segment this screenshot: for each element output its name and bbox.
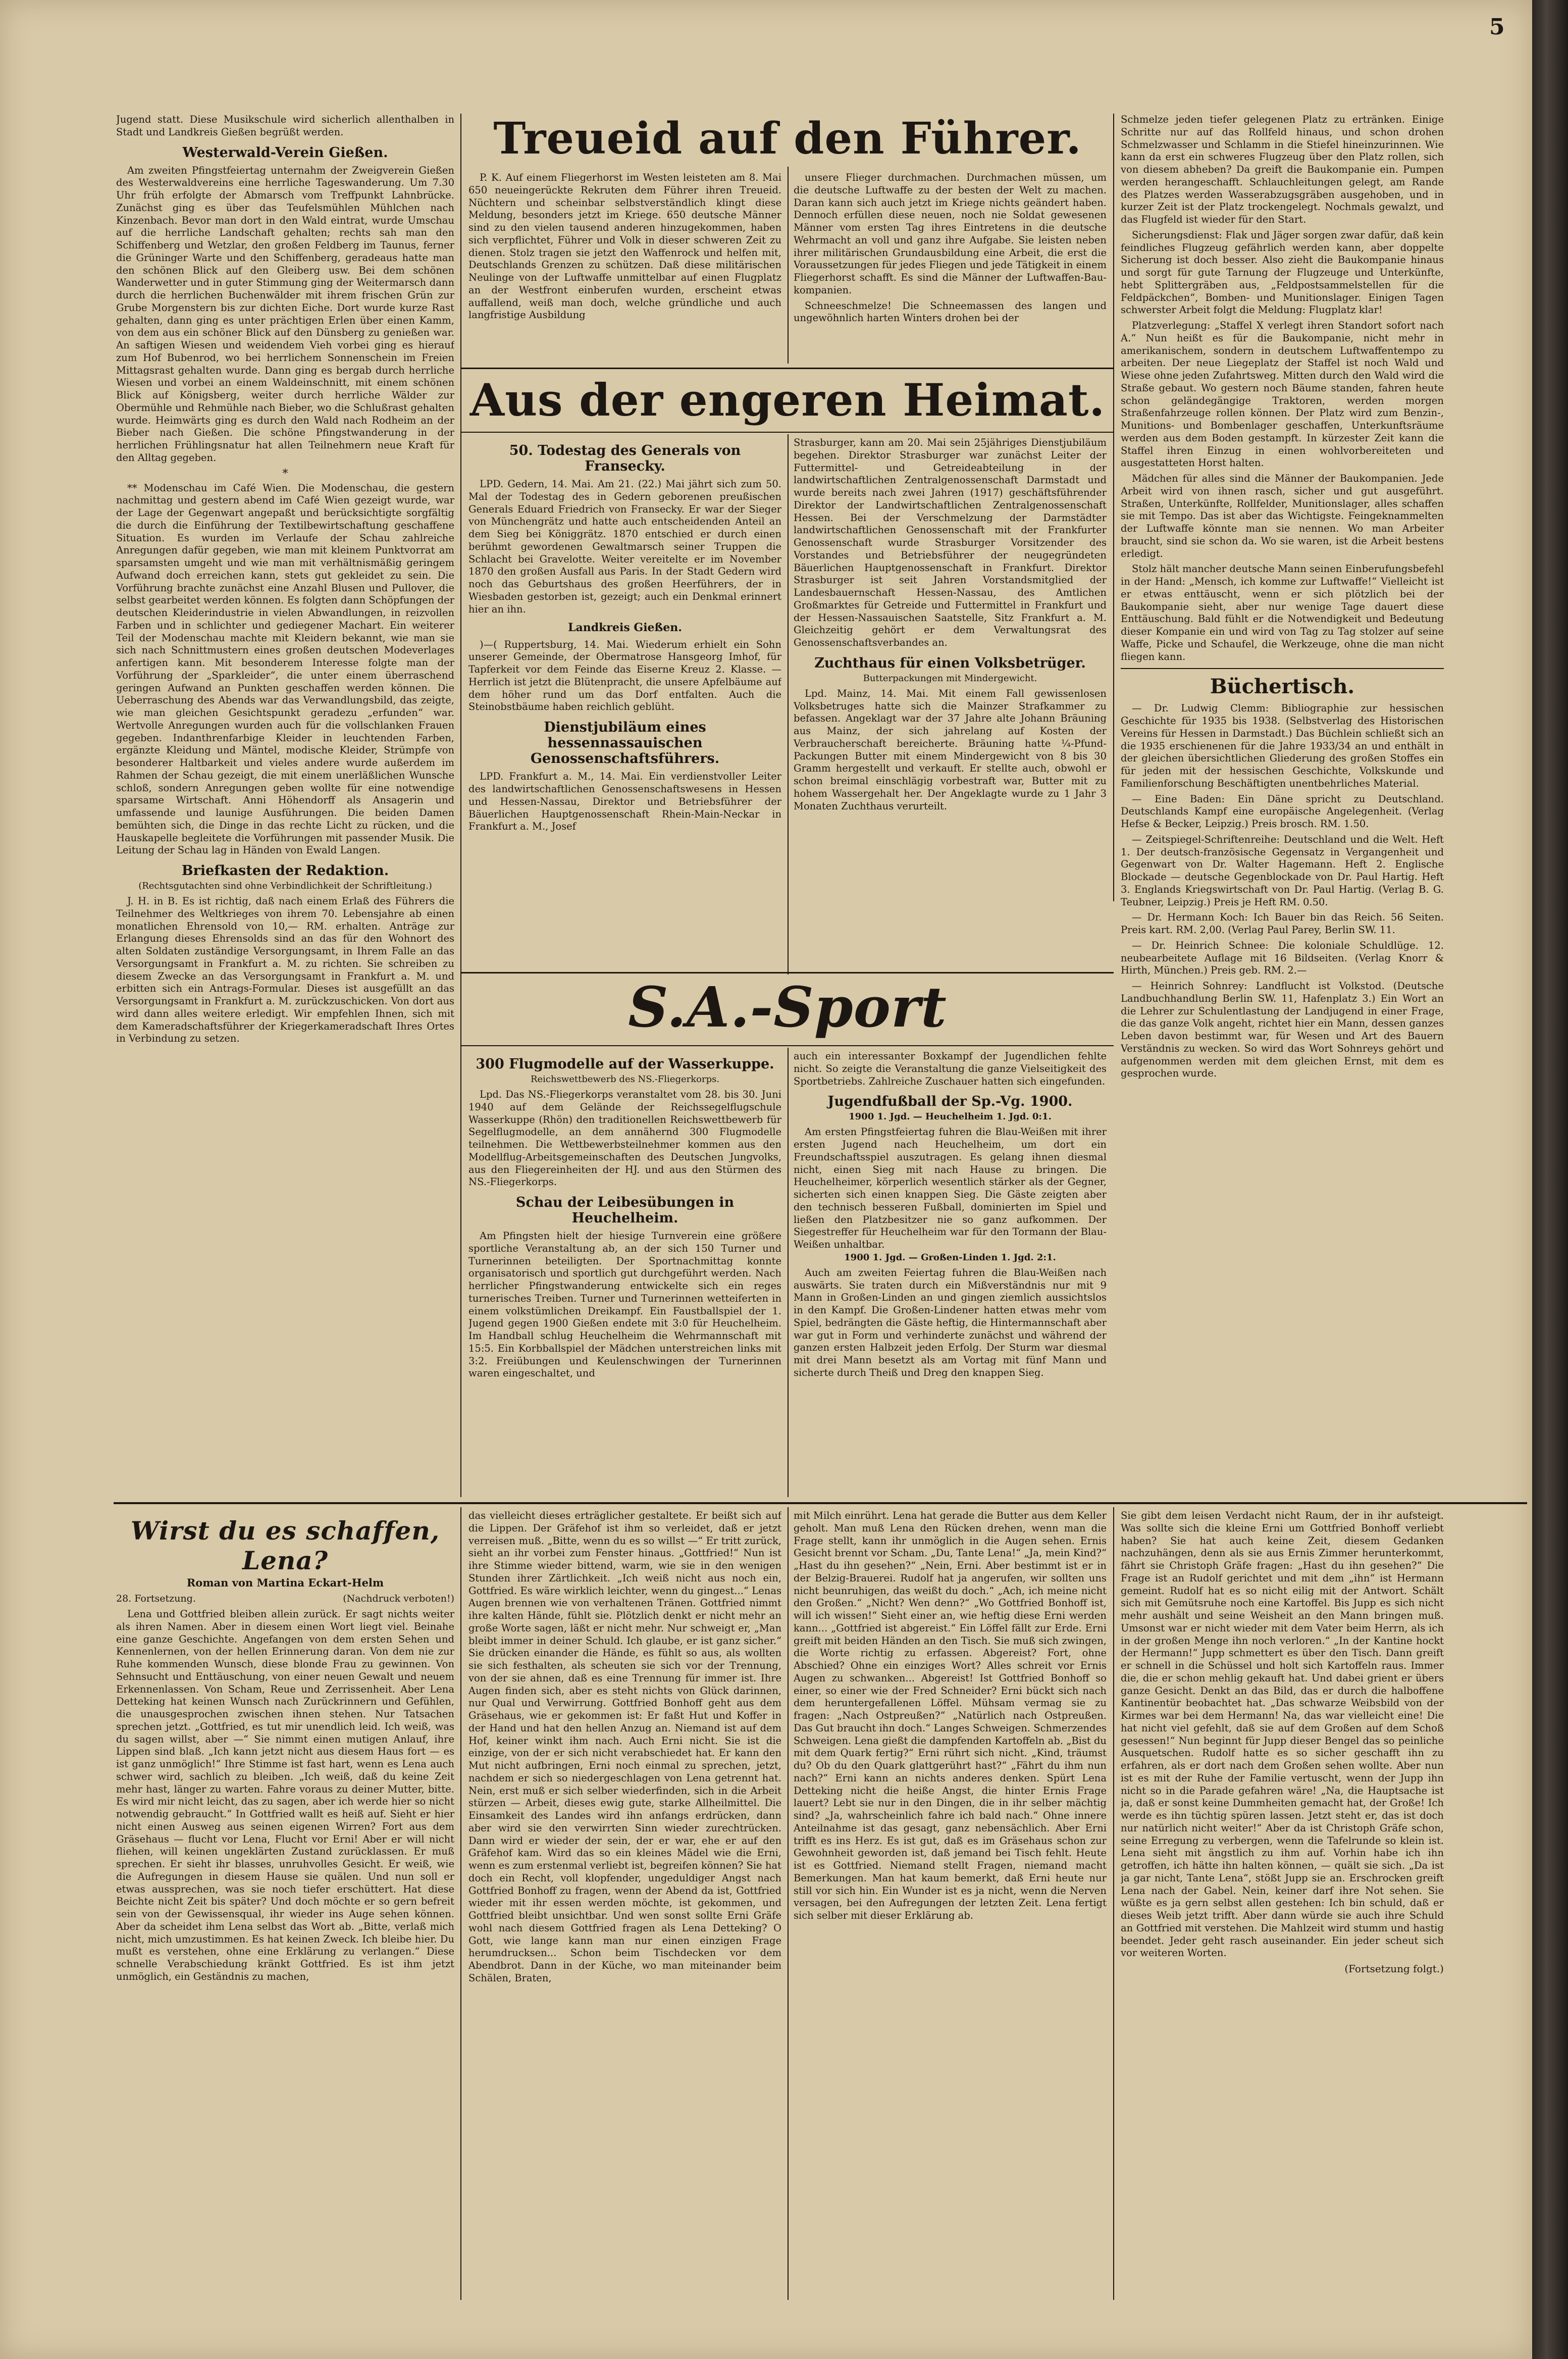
grossen-linden-text: Auch am zweiten Feiertag fuhren die Blau-Weißen nach auswärts. Sie traten durch ein Mißverständnis nur mit 9 Mann in Großen-Linden an und gingen ziemlich aussichtslos in den Kampf. Die Großen-Lindener hatten etwas mehr vom Spiel, bedrängten die Gäste heftig, die Hintermannschaft aber war gut in Form und verhinderte zunächst und während der ganzen ersten Halbzeit jeden Erfolg. Der Sturm war diesmal mit drei Mann besetzt als am Vortag mit fünf Mann und sicherte durch Theiß und Dreg den knappen Sieg. <box>794 1266 1107 1378</box>
boxkampf-text: auch ein interessanter Boxkampf der Jugendlichen fehlte nicht. So zeigte die Veranstaltung die ganze Vielseitigkeit des Sportbetriebs. Zahlreiche Zuschauer hatten sich eingefunden. <box>794 1050 1107 1087</box>
zuchthaus-heading: Zuchthaus für einen Volksbetrüger. <box>814 655 1086 671</box>
heimat-column-2 <box>794 437 1107 967</box>
intro-text: Jugend statt. Diese Musikschule wird sicherlich allenthalben in Stadt und Landkreis Gießen begrüßt werden. <box>116 114 454 138</box>
leibesuebungen-heading: Schau der Leibesübungen in Heuchelheim. <box>515 1195 735 1226</box>
westerwald-heading: Westerwald-Verein Gießen. <box>182 144 388 161</box>
flugmodelle-text: Lpd. Das NS.-Fliegerkorps veranstaltet vom 28. bis 30. Juni 1940 auf dem Gelände der Reichssegelflugschule Wasserkuppe (Rhön) den traditionellen Reichswettbewerb für Segelflugmodelle, an dem annähernd 300 Flugmodelle teilnehmen. Die Wettbewerbsteilnehmer kommen aus den Modellflug-Arbeitsgemeinschaften des Deutschen Jungvolks, aus den Fliegereinheiten der HJ. und aus den Stürmen des NS.-Fliegerkorps. <box>468 1089 781 1188</box>
treueid-text-2: unsere Flieger durchmachen. Durchmachen müssen, um die deutsche Luftwaffe zu der besten der Welt zu machen. Daran kann sich auch jetzt im Kriege nichts geändert haben. Dennoch erfüllen diese neuen, noch nie Soldat gewesenen Männer vom ersten Tag ihres Eintretens in die deutsche Wehrmacht an voll und ganz ihre Aufgabe. Sie leisten neben ihrer militärischen Grundausbildung eine Arbeit, die erst die Voraussetzungen für jedes Fliegen und jede Tätigkeit in einem Fliegerhorst schafft. Es sind die Männer der Luftwaffen-Bau-kompanien. <box>794 172 1107 296</box>
sport-top-rule <box>461 972 1114 973</box>
schmelze-text: Schmelze jeden tiefer gelegenen Platz zu ertränken. Einige Schritte nur auf das Rollfeld hinaus, und schon drohen Schmelzwasser und Schlamm in die Stiefel hineinzurinnen. Wie kann da erst ein schweres Flugzeug über den Platz rollen, sich von diesem abheben? Da greift die Baukompanie ein. Pumpen werden herangeschafft. Schlauchleitungen gelegt, am Rande des Platzes werden Wasserabzugsgräben ausgehoben, und in kurzer Zeit ist der Platz trockengelegt. Nochmals gewalzt, und das Flugfeld ist wieder für den Start. <box>1121 114 1444 225</box>
column-5 <box>1121 114 1444 1492</box>
jubilaeum-heading: Dienstjubiläum eines hessennassauischen Genossenschaftsführers. <box>530 720 720 767</box>
book-sohnrey: — Heinrich Sohnrey: Landflucht ist Volkstod. (Deutsche Landbuchhandlung Berlin SW. 11, Hafenplatz 3.) Ein Wort an die Lehrer zur Schulentlastung der Landjugend in einer Frage, die das ganze Volk angeht, richtet hier ein Mann, dessen ganzes Leben davon bestimmt war, für Wesen und Art des Bauern Verständnis zu wecken. So wird das Wort Sohnreys gehört und aufgenommen werden mit dem gleichen Ernst, mit dem es gesprochen wurde. <box>1121 980 1444 1080</box>
novel-column-4 <box>1121 1510 1444 2297</box>
novel-column-3 <box>794 1510 1107 2297</box>
heimat-banner-rule <box>461 432 1114 433</box>
jubilaeum-text: LPD. Frankfurt a. M., 14. Mai. Ein verdienstvoller Leiter des landwirtschaftlichen Genossenschaftswesens in Hessen und Hessen-Nassau, Direktor und Betriebsführer der Bäuerlichen Hauptgenossenschaft Rhein-Main-Neckar in Frankfurt a. M., Josef <box>468 771 781 833</box>
maedchen-text: Mädchen für alles sind die Männer der Baukompanien. Jede Arbeit wird von ihnen rasch, sicher und gut ausgeführt. Straßen, Unterkünfte, Rollfelder, Munitionslager, alles schaffen sie mit Tempo. Das ist aber das Wichtigste. Feingeknammelten der Luftwaffe könnte man sie nennen. Wo man Arbeiter braucht, sind sie schon da. Wo sie waren, ist die Arbeit bestens erledigt. <box>1121 473 1444 559</box>
jugendfussball-heading: Jugendfußball der Sp.-Vg. 1900. <box>827 1094 1073 1110</box>
buechertisch-heading: Büchertisch. <box>1210 675 1355 699</box>
novel-title: Wirst du es schaffen, Lena? <box>130 1516 440 1575</box>
result-2: 1900 1. Jgd. — Großen-Linden 1. Jgd. 2:1. <box>844 1252 1056 1263</box>
novel-rule-3 <box>1113 1507 1114 2300</box>
treueid-column-2 <box>794 172 1107 364</box>
book-zeitspiegel: — Zeitspiegel-Schriftenreihe: Deutschland und die Welt. Heft 1. Der deutsch-französische Gegensatz in Vergangenheit und Gegenwart von Dr. Walter Hagemann. Heft 2. Englische Blockade — deutsche Gegenblockade von Dr. Paul Hartig. Heft 3. Englands Kriegswirtschaft von Dr. Paul Hartig. (Verlag B. G. Teubner, Leipzig.) Preis je Heft RM. 0.50. <box>1121 833 1444 908</box>
sport-column-2 <box>794 1050 1107 1495</box>
novel-subtitle: Roman von Martina Eckart-Helm <box>186 1576 384 1589</box>
briefkasten-subheading: (Rechtsgutachten sind ohne Verbindlichkeit der Schriftleitung.) <box>138 881 432 892</box>
book-schnee: — Dr. Heinrich Schnee: Die koloniale Schuldlüge. 12. neubearbeitete Auflage mit 16 Bildseiten. (Verlag Knorr & Hirth, München.) Preis geb. RM. 2.— <box>1121 939 1444 977</box>
platzverlegung-text: Platzverlegung: „Staffel X verlegt ihren Standort sofort nach A.“ Nun heißt es für die Baukompanie, nicht mehr in amerikanischem, sondern in deutschem Luftwaffentempo zu arbeiten. Der neue Liegeplatz der Staffel ist noch Wald und Wiese ohne jeden Zufahrtsweg. Mitten durch den Wald wird die Straße gebaut. Wo gestern noch Bäume standen, fahren heute schon geländegängige Traktoren, werden morgen Straßenfahrzeuge rollen können. Der Platz wird zum Benzin-, Munitions- und Bombenlager geschaffen, Unterkunftsräume werden aus dem Boden gestampft. In kürzester Zeit kann die Staffel ihren Einzug in einen wohlvorbereiteten und ausgestatteten Horst halten. <box>1121 320 1444 469</box>
result-1: 1900 1. Jgd. — Heuchelheim 1. Jgd. 0:1. <box>849 1111 1052 1122</box>
novel-rule-2 <box>788 1507 789 2300</box>
column-rule-1 <box>460 114 461 1497</box>
book-baden: — Eine Baden: Ein Däne spricht zu Deutschland. Deutschlands Kampf eine europäische Angelegenheit. (Verlag Hefse & Becker, Leipzig.) Preis brosch. RM. 1.50. <box>1121 793 1444 830</box>
novel-continued: (Fortsetzung folgt.) <box>1344 1963 1444 1975</box>
novel-top-rule <box>114 1502 1527 1504</box>
buechertisch-rule <box>1121 668 1444 669</box>
heimat-banner: Aus der engeren Heimat. <box>469 374 1106 426</box>
landkreis-heading: Landkreis Gießen. <box>568 621 682 635</box>
heuchelheim-text: Am ersten Pfingstfeiertag fuhren die Blau-Weißen mit ihrer ersten Jugend nach Heuchelheim, um dort ein Freundschaftsspiel auszutragen. Es gelang ihnen diesmal nicht, einen Sieg mit nach Hause zu bringen. Die Heuchelheimer, körperlich wesentlich stärker als der Gegner, sicherten sich einen knappen Sieg. Die Gäste zeigten aber den technisch besseren Fußball, dominierten im Spiel und ließen den Platzbesitzer nie so ganz aufkommen. Der Siegestreffer für Heuchelheim war für den Tormann der Blau-Weißen unhaltbar. <box>794 1126 1107 1251</box>
treueid-text-1: P. K. Auf einem Fliegerhorst im Westen leisteten am 8. Mai 650 neueingerückte Rekruten dem Führer ihren Treueid. Nüchtern und scheinbar selbstverständlich klingt diese Meldung, besonders jetzt im Kriege. 650 deutsche Männer sind zu den vielen tausend anderen hinzugekommen, haben sich verpflichtet, Führer und Volk in dieser schweren Zeit zu dienen. Stolz tragen sie jetzt den Waffenrock und helfen mit, Deutschlands Grenzen zu schützen. Daß diese militärischen Neulinge von der Luftwaffe unmittelbar auf einen Flugplatz an der Westfront einberufen wurden, erscheint etwas auffallend, weiß man doch, welche gründliche und auch langfristige Ausbildung <box>468 172 781 321</box>
novel-text-3: mit Milch einrührt. Lena hat gerade die Butter aus dem Keller geholt. Man muß Lena den Rücken drehen, wenn man die Frage stellt, kann ihr unmöglich in die Augen sehen. Ernis Gesicht brennt vor Scham. „Du, Tante Lena!“ „Ja, mein Kind?“ „Hast du ihn gesehen?“ „Nein, Erni. Aber bestimmt ist er in der Belzig-Brauerei. Rudolf hat ja angerufen, wir sollten uns nicht beunruhigen, das weißt du doch.“ „Ach, ich meine nicht den Großen.“ „Nicht? Wen denn?“ „Wo Gottfried Bonhoff ist, will ich wissen!“ Sieht einer an, wie heftig diese Erni werden kann... „Gottfried ist abgereist.“ Ein Löffel fällt zur Erde. Erni greift mit beiden Händen an den Tisch. Sie muß sich zwingen, die Worte richtig zu erfassen. Abgereist? Fort, ohne Abschied? Ohne ein einziges Wort? Alles schreit vor Ernis Augen zu schwanken... Abgereist! Ist Gottfried Bonhoff so einer, so einer wie der Fred Schneider? Erni bückt sich nach dem heruntergefallenen Löffel. Mühsam vermag sie zu fragen: „Nach Ostpreußen?“ „Natürlich nach Ostpreußen. Das Gut braucht ihn doch.“ Langes Schweigen. Schmerzendes Schweigen. Lena gießt die dampfenden Kartoffeln ab. „Bist du mit dem Quark fertig?“ Erni rührt sich nicht. „Kind, träumst du? Ob du den Quark glattgerührt hast?“ „Fährt du ihm nun nach?“ Erni kann an nichts anderes denken. Spürt Lena Detteking nicht die heiße Angst, die hinter Ernis Frage lauert? Lebt sie nur in den Dingen, die in ihr selber mächtig sind? „Ja, wahrscheinlich fahre ich bald nach.“ Ohne innere Anteilnahme ist das gesagt, ganz nebensächlich. Aber Erni trifft es ins Herz. Es ist gut, daß es im Gräsehaus schon zur Gewohnheit geworden ist, daß jemand bei Tisch fehlt. Heute ist es Gottfried. Niemand stellt Fragen, niemand macht Bemerkungen. Man hat kaum bemerkt, daß Erni heute nur still vor sich hin. Ein Wunder ist es ja nicht, wenn die Nerven versagen, bei den Aufregungen der letzten Zeit. Lena fertigt sich selber mit dieser Erklärung ab. <box>794 1510 1107 1921</box>
zuchthaus-text: Lpd. Mainz, 14. Mai. Mit einem Fall gewissenlosen Volksbetruges hatte sich die Mainzer Strafkammer zu befassen. Angeklagt war der 37 Jahre alte Johann Bräuning aus Mainz, der sich jahrelang auf Kosten der Verbraucherschaft bereicherte. Bräuning hatte ¼-Pfund-Packungen Butter mit einem Mindergewicht von 8 bis 30 Gramm hergestellt und verkauft. Er stellte auch, obwohl er schon breimal einschlägig vorbestraft war, Butter mit zu hohem Wassergehalt her. Der Angeklagte wurde zu 1 Jahr 3 Monaten Zuchthaus verurteilt. <box>794 687 1107 812</box>
heimat-top-rule <box>461 368 1114 369</box>
column-1 <box>116 114 454 1492</box>
treueid-banner: Treueid auf den Führer. <box>493 113 1082 164</box>
column-rule-2 <box>788 167 789 364</box>
novel-column-1 <box>116 1510 454 2297</box>
westerwald-text: Am zweiten Pfingstfeiertag unternahm der Zweigverein Gießen des Westerwaldvereins eine herrliche Tageswanderung. Um 7.30 Uhr früh erfolgte der Abmarsch vom Treffpunkt Lahnbrücke. Zunächst ging es über das Teufelsmühlen Mühlchen nach Kinzenbach. Bevor man dort in den Wald eintrat, wurde Umschau auf die herrliche Landschaft gehalten; rechts sah man den Schiffenberg und Wetzlar, den großen Feldberg im Taunus, ferner die Grüninger Warte und den Schiffenberg, geradeaus hatte man den schönen Blick auf den Gleiberg usw. Bei dem schönen Wanderwetter und in guter Stimmung ging der Weitermarsch dann durch die herrlichen Buchenwälder mit ihrem frischen Grün zur Grube Morgenstern bis zur dichten Eiche. Dort wurde kurze Rast gehalten, dann ging es unter prächtigen Erlen über einen Kamm, von dem aus ein schöner Blick auf den Dünsberg zu genießen war. An saftigen Wiesen und weidendem Vieh vorbei ging es hierauf zum Hof Bubenrod, wo bei herrlichem Sonnenschein im Freien Mittagsrast gehalten wurde. Dann ging es bergab durch herrliche Wiesen und vorbei an einem Waldeinschnitt, mit einem schönen Blick auf Königsberg, weiter durch herrliche Wälder zur Obermühle und Rehmühle nach Bieber, wo die Schlußrast gehalten wurde. Heimwärts ging es durch den Wald nach Rodheim an der Bieber nach Gießen. Die schöne Pfingstwanderung in der herrlichen Frühlingsnatur hat allen Teilnehmern neue Kraft für den Alltag gegeben. <box>116 164 454 464</box>
fransecky-text: LPD. Gedern, 14. Mai. Am 21. (22.) Mai jährt sich zum 50. Mal der Todestag des in Gedern geborenen preußischen Generals Eduard Friedrich von Fransecky. Er war der Sieger von Münchengrätz und hatte auch entscheidenden Anteil an dem Sieg bei Königgrätz. 1870 entschied er durch einen berühmt gewordenen Gewaltmarsch seiner Truppen die Schlacht bei Gravelotte. Weiter vereitelte er im November 1870 den großen Ausfall aus Paris. In der Stadt Gedern wird noch das Geburtshaus des großen Heerführers, der in Wiesbaden gestorben ist, gezeigt; auch ein Denkmal erinnert hier an ihn. <box>468 478 781 615</box>
sport-banner: S.A.-Sport <box>628 975 947 1040</box>
sport-column-1 <box>468 1050 781 1495</box>
column-rule-4 <box>788 434 789 975</box>
stolz-text: Stolz hält mancher deutsche Mann seinen Einberufungsbefehl in der Hand: „Mensch, ich komme zur Luftwaffe!“ Vielleicht ist er etwas enttäuscht, wenn er sich plötzlich bei der Baukompanie sieht, aber nur wenige Tage dauert diese Enttäuschung. Bald fühlt er die Notwendigkeit und Bedeutung dieser Kompanie ein und wird von Tag zu Tag stolzer auf seine Waffe, Picke und Schaufel, die Werkzeuge, ohne die man nicht fliegen kann. <box>1121 563 1444 662</box>
novel-text-4: Sie gibt dem leisen Verdacht nicht Raum, der in ihr aufsteigt. Was sollte sich die kleine Erni um Gottfried Bonhoff verliebt haben? Sie hat auch keine Zeit, diesem Gedanken nachzuhängen, denn als sie aus Ernis Zimmer herunterkommt, fährt sie Christoph Gräfe fragen: „Hast du ihn gesehen?“ Die Frage ist an Rudolf gerichtet und mit dem „ihn“ ist Hermann gemeint. Rudolf hat es so nicht eilig mit der Antwort. Schält sich mit Gemütsruhe noch eine Kartoffel. Bis Jupp es sich nicht mehr aushält und seine Weisheit an den Mann bringen muß. Umsonst war er nicht wieder mit dem Vater beim Herrn, als ich in der großen Menge ihn noch verloren.“ „In der Kantine hockt der Hermann!“ Jupp schmettert es über den Tisch. Dann greift er schnell in die Schüssel und holt sich Kartoffeln raus. Immer die, die er schon mehlig gekauft hat. Und dabei grient er übers ganze Gesicht. Denkt an das Bild, das er durch die halboffene Kantinentür beobachtet hat. „Das schwarze Weibsbild von der Kirmes war bei dem Hermann! Na, das war vielleicht eine! Die hat nicht viel gefehlt, daß sie auf dem Großen auf dem Schoß gesessen!“ Nun beginnt für Jupp dieser Bengel das so peinliche Ausquetschen. Rudolf hatte es so sicher geschafft ihn zu erfahren, als er dort nach dem Großen sehen wollte. Aber nun ist es mit der Ruhe der Familie vertuscht, wenn der Jupp ihn nicht so in die Parade gefahren wäre! „Na, die Hauptsache ist ja, daß er sonst keine Dummheiten gemacht hat, der Große! Ich werde es ihn tüchtig spüren lassen. Jetzt steht er, das ist doch nur natürlich nicht weiter!“ Aber da ist Christoph Gräfe schon, seine Erregung zu verbergen, wenn die Tafelrunde so klein ist. Lena sieht mit ängstlich zu ihm auf. Vorhin habe ich ihn getroffen, ich hätte ihn halten können, — quält sie sich. „Da ist ja gar nicht, Tante Lena“, stößt Jupp sie an. Erschrocken greift Lena nach der Gabel. Nein, keiner darf ihre Not sehen. Sie wüßte es ja gern selbst allen gestehen: Ich bin schuld, daß er dieses Weib jetzt trifft. Aber dann würde sie auch ihre Schuld an Gottfried mit verstehen. Die Mahlzeit wird stumm und hastig beendet. Jeder geht rasch auseinander. Ein jeder scheut sich vor weiteren Worten. <box>1121 1510 1444 1959</box>
novel-rule-1 <box>460 1507 461 2300</box>
novel-text-1: Lena und Gottfried bleiben allein zurück. Er sagt nichts weiter als ihren Namen. Aber in diesem einen Wort liegt viel. Beinahe eine ganze Geschichte. Angefangen von dem ersten Sehen und Kennenlernen, von der hellen Erinnerung daran. Von dem nie zur Ruhe kommenden Wunsch, diese blonde Frau zu gewinnen. Von Sehnsucht und Enttäuschung, von einer neuen Gewalt und neuem Erkennenlassen. Von Scham, Reue und Zerrissenheit. Aber Lena Detteking hat keinen Wunsch nach Zurückrinnern und Gefühlen, die unausgesprochen zwischen ihnen stehen. Nur Tatsachen sprechen jetzt. „Gottfried, es tut mir unendlich leid. Ich weiß, was du sagen willst, aber —“ Sie nimmt einen mutigen Anlauf, ihre Lippen sind blaß. „Ich kann jetzt nicht aus diesem Haus fort — es ist ganz unmöglich!“ Ihre Stimme ist fast hart, wenn es Lena auch schwer wird, sachlich zu bleiben. „Ich weiß, daß du keine Zeit mehr hast, länger zu warten. Fahre voraus zu deiner Mutter, bitte. Es wird mir nicht leicht, das zu sagen, aber ich werde hier so nicht notwendig gebraucht.“ In Gottfried wallt es heiß auf. Sieht er hier nicht einen Ausweg aus seinen eigenen Wirren? Fort aus dem Gräsehaus — flucht vor Lena, Flucht vor Erni! Aber er will nicht fliehen, will keinen ungeklärten Zustand zurücklassen. Er muß sprechen. Er sieht ihr blasses, unruhvolles Gesicht. Er weiß, wie die Aufregungen in diesem Hause sie quälen. Und nun soll er etwas aussprechen, was sie noch tiefer erschüttert. Hat diese Beichte nicht Zeit bis später? Und doch möchte er so gern befreit sein von der Gewissensqual, ihr wieder ins Auge sehen können. Aber da scheidet ihm Lena selbst das Wort ab. „Bitte, verlaß mich nicht, mich umzustimmen. Es hat keinen Zweck. Ich bleibe hier. Du mußt es verstehen, ohne eine Erklärung zu verlangen.“ Diese schnelle Verabschiedung kränkt Gottfried. Es ist ihm jetzt unmöglich, ein Geständnis zu machen, <box>116 1608 454 1982</box>
book-clemm: — Dr. Ludwig Clemm: Bibliographie zur hessischen Geschichte für 1935 bis 1938. (Selbstverlag des Historischen Vereins für Hessen in Darmstadt.) Das Büchlein schließt sich an die 1935 erschienenen für die Jahre 1933/34 an und enthält in der gleichen übersichtlichen Gliederung des großen Stoffes ein für jeden mit der hessischen Geschichte, Volkskunde und Familienforschung Beschäftigten unentbehrliches Material. <box>1121 702 1444 789</box>
column-rule-3 <box>1113 114 1114 901</box>
book-binding-edge <box>1532 0 1568 2359</box>
treueid-column-1 <box>468 172 781 364</box>
flugmodelle-subheading: Reichswettbewerb des NS.-Fliegerkorps. <box>530 1074 720 1085</box>
briefkasten-text: J. H. in B. Es ist richtig, daß nach einem Erlaß des Führers die Teilnehmer des Weltkrieges von ihrem 70. Lebensjahre ab einen monatlichen Ehrensold von 10,— RM. erhalten. Anträge zur Erlangung dieses Ehrensolds sind an das für den Wohnort des alten Soldaten zuständige Versorgungsamt, in Ihrem Falle an das Versorgungsamt in Frankfurt a. M. zu richten. Sie schreiben zu diesem Zwecke an das Versorgungsamt in Frankfurt a. M. und erbitten sich ein Antrags-Formular. Dieses ist ausgefüllt an das Versorgungsamt in Frankfurt a. M. zurückzuschicken. Von dort aus wird dann alles weitere erledigt. Wir empfehlen Ihnen, sich mit dem Kameradschaftsführer der Kriegerkameradschaft Ihres Ortes in Verbindung zu setzen. <box>116 895 454 1045</box>
book-koch: — Dr. Hermann Koch: Ich Bauer bin das Reich. 56 Seiten. Preis kart. RM. 2,00. (Verlag Paul Parey, Berlin SW. 11. <box>1121 911 1444 936</box>
heimat-column-1 <box>468 437 781 967</box>
novel-part-line <box>116 1593 454 1604</box>
sicherungsdienst-text: Sicherungsdienst: Flak und Jäger sorgen zwar dafür, daß kein feindliches Flugzeug gefährlich werden kann, aber doppelte Sicherung ist doch besser. Also zieht die Baukompanie hinaus und sorgt für gute Tarnung der Flugzeuge und Unterkünfte, hebt Splittergräben aus, „Feldpostsammelstellen für die Feldpäckchen“, Bomben- und Munitionslager. Einigen Tagen schwerster Arbeit folgt die Meldung: Flugplatz klar! <box>1121 229 1444 316</box>
fransecky-heading: 50. Todestag des Generals von Fransecky. <box>509 443 741 475</box>
page-number: 5 <box>1489 14 1505 40</box>
zuchthaus-subheading: Butterpackungen mit Mindergewicht. <box>863 673 1037 684</box>
sport-banner-rule <box>461 1045 1114 1046</box>
leibesuebungen-text: Am Pfingsten hielt der hiesige Turnverein eine größere sportliche Veranstaltung ab, an der sich 150 Turner und Turnerinnen beteiligten. Der Sportnachmittag konnte organisatorisch und sportlich gut durchgeführt werden. Nach herrlicher Pfingstwanderung entwickelte sich ein reges turnerisches Treiben. Turner und Turnerinnen wetteiferten in einem volkstümlichen Dreikampf. Ein Faustballspiel der 1. Jugend gegen 1900 Gießen endete mit 3:0 für Heuchelheim. Im Handball schlug Heuchelheim die Wehrmannschaft mit 15:5. Ein Korbballspiel der Mädchen unterstreichen links mit 3:2. Freiübungen und Keulenschwingen der Turnerinnen waren eingeschaltet, und <box>468 1230 781 1379</box>
separator-star: * <box>282 467 288 480</box>
novel-reprint: (Nachdruck verboten!) <box>343 1593 454 1604</box>
modenschau-text: ** Modenschau im Café Wien. Die Modenschau, die gestern nachmittag und gestern abend im Café Wien gezeigt wurde, war der Lage der Gegenwart angepaßt und berücksichtigte sorgfältig die durch die Einführung der Textilbewirtschaftung geschaffene Situation. Es wurden im Verlaufe der Schau zahlreiche Anregungen dafür gegeben, wie man mit kleinem Punktvorrat am sparsamsten umgeht und wie man mit verhältnismäßig geringem Aufwand doch erreichen kann, stets gut gekleidet zu sein. Die Vorführung brachte zunächst eine Anzahl Blusen und Pullover, die selbst gearbeitet werden können. Es folgten dann Schöpfungen der deutschen Kleiderindustrie in vielen Abwandlungen, in reizvollen Farben und in schlichter und gediegener Machart. Ein weiterer Teil der Modenschau machte mit Kleidern bekannt, wie man sie sich nach Schnittmustern eines großen deutschen Modeverlages anfertigen kann. Mit besonderem Interesse folgte man der Vorführung der „Sparkleider“, die unter einem überraschend geringen Aufwand an Punkten geschaffen werden können. Die Ueberraschung des Abends war das Verwandlungsbild, das zeigte, wie man gleichen Gesichtspunkt geradezu „erfunden“ war. Wertvolle Anregungen wurden auch für die vollschlanken Frauen gegeben. Indanthrenfarbige Kleider in leuchtenden Farben, ergänzte Kleidung und Mäntel, modische Kleider, Strümpfe von besonderer Haltbarkeit und vieles andere wurde außerdem im Rahmen der Schau gezeigt, die mit einem unerläßlichen Wunsche schloß, sondern Anregungen geben wollte für eine notwendige sparsame Wirtschaft. Anni Höhendorff als Ansagerin und umfassende und launige Ausführungen. Die beiden Damen bemühten sich, die Dinge in das rechte Licht zu rücken, und die Hauskapelle begleitete die Vorführungen mit passender Musik. Die Leitung der Schau lag in Händen von Ewald Langen. <box>116 482 454 856</box>
strasburger-text: Strasburger, kann am 20. Mai sein 25jähriges Dienstjubiläum begehen. Direktor Strasburger war zunächst Leiter der Futtermittel- und Getreideabteilung in der landwirtschaftlichen Zentralgenossenschaft Darmstadt und wurde bereits nach zwei Jahren (1917) geschäftsführender Direktor der Landwirtschaftlichen Zentralgenossenschaft Hessen. Bei der Verschmelzung der Darmstädter landwirtschaftlichen Genossenschaft mit der Frankfurter Genossenschaft wurde Strasburger Vorsitzender des Vorstandes und Betriebsführer der neugegründeten Bäuerlichen Hauptgenossenschaft in Frankfurt. Direktor Strasburger ist seit Jahren Vorstandsmitglied der Landesbauernschaft Hessen-Nassau, des Amtlichen Großmarktes für Getreide und Futtermittel in Frankfurt und der Hessen-Nassauischen Saatstelle, Sitz Frankfurt a. M. Gleichzeitig gehört er dem Verwaltungsrat des Genossenschaftsverbandes an. <box>794 437 1107 648</box>
column-rule-5 <box>788 1048 789 1497</box>
ruppertsburg-text: )—( Ruppertsburg, 14. Mai. Wiederum erhielt ein Sohn unserer Gemeinde, der Obermatrose Hansgeorg Imhof, für Tapferkeit vor dem Feinde das Eiserne Kreuz 2. Klasse. — Herrlich ist jetzt die Blütenpracht, die unsere Apfelbäume auf dem höher rund um das Dorf entfalten. Auch die Steinobstbäume haben reichlich geblüht. <box>468 638 781 713</box>
flugmodelle-heading: 300 Flugmodelle auf der Wasserkuppe. <box>476 1056 774 1072</box>
novel-text-2: das vielleicht dieses erträglicher gestaltete. Er beißt sich auf die Lippen. Der Gräfehof ist ihm so verleidet, daß er jetzt verreisen muß. „Bitte, wenn du es so willst —“ Er tritt zurück, sieht an ihr vorbei zum Fenster hinaus. „Gottfried!“ Nun ist ihre Stimme wieder bittend, warm, wie sie in den wenigen Stunden ihrer Zärtlichkeit. „Ich weiß nicht aus noch ein, Gottfried. Es wäre wirklich leichter, wenn du gingest...“ Lenas Augen brennen wie von verhaltenen Tränen. Gottfried nimmt ihre kalten Hände, fühlt sie. Plötzlich denkt er nicht mehr an große Worte sagen, läßt er nicht mehr. Nur schweigt er, „Man bleibt immer in deiner Schuld. Ich glaube, er ist ganz sicher.“ Sie drücken einander die Hände, es fühlt so aus, als wollten sie sich festhalten, als scheuten sie sich vor der Trennung, von der sie ahnen, daß es eine Trennung für immer ist. Ihre Augen finden sich, aber es steht nichts von Glück darinnen, nur Qual und Verwirrung. Gottfried Bonhoff geht aus dem Gräsehaus, wie er gekommen ist: Er faßt Hut und Koffer in der Hand und hat den hellen Anzug an. Niemand ist auf dem Hof, keiner winkt ihm nach. Auch Erni nicht. Sie ist die einzige, von der er sich nicht verabschiedet hat. Er kann den Mut nicht aufbringen, Erni noch einmal zu sprechen, jetzt, nachdem er sich so niedergeschlagen von Lena getrennt hat. Nein, erst muß er sich selber wiederfinden, sich in die Arbeit stürzen — Arbeit, dieses ewig gute, starke Allheilmittel. Die Einsamkeit des Landes wird ihn anfangs erdrücken, dann aber wird sie den verwirrten Sinn wieder zurechtrücken. Dann wird er wieder der sein, der er war, ehe er auf den Gräfehof kam. Wird das so ein kleines Mädel wie die Erni, wenn es zum erstenmal verliebt ist, begreifen können? Sie hat doch ein Recht, voll klopfender, ungeduldiger Angst nach Gottfried Bonhoff zu fragen, wenn der Abend da ist, Gottfried wieder mit ihr essen werden möchte, ist gekommen, und Gottfried bleibt unsichtbar. Und wen sonst sollte Erni Gräfe wohl nach diesem Gottfried fragen als Lena Detteking? O Gott, wie lange kann man nur einen einzigen Frage herumdrucksen... Schon beim Tischdecken vor dem Abendbrot. Dann in der Küche, wo man miteinander beim Schälen, Braten, <box>468 1510 781 1984</box>
novel-part: 28. Fortsetzung. <box>116 1593 196 1604</box>
treueid-text-3: Schneeschmelze! Die Schneemassen des langen und ungewöhnlich harten Winters drohen bei der <box>794 299 1107 324</box>
briefkasten-heading: Briefkasten der Redaktion. <box>181 863 389 879</box>
novel-column-2 <box>468 1510 781 2297</box>
